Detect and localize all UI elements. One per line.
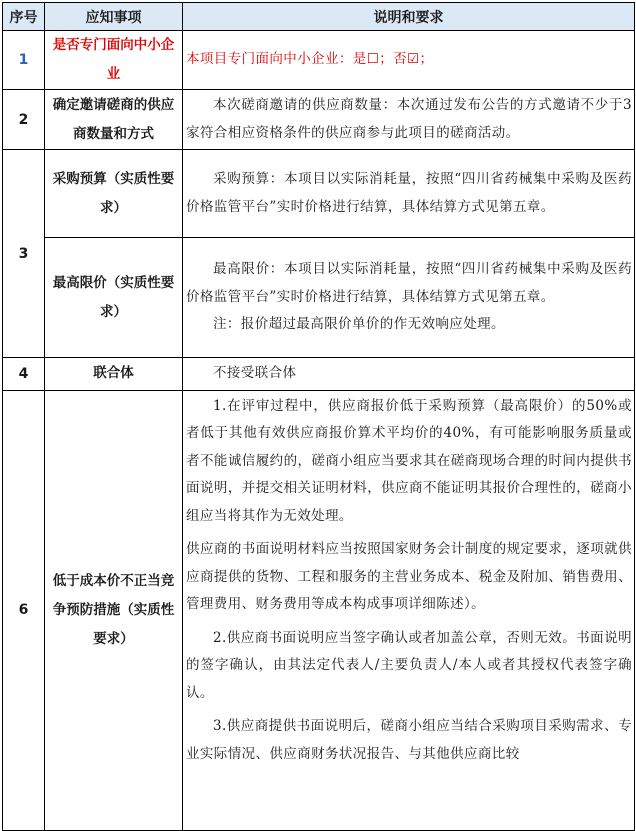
table-row — [3, 90, 635, 150]
row-desc-p4: 3.供应商提供书面说明后，磋商小组应当结合采购项目采购需求、专业实际情况、供应商财务状况报告、与其他供应商比较 — [186, 718, 632, 762]
table-row — [3, 238, 635, 358]
header-desc: 说明和要求 — [183, 3, 635, 31]
row-seq: 3 — [3, 150, 45, 358]
table-row — [3, 31, 635, 90]
requirements-table — [2, 2, 635, 831]
row-desc: 本次磋商邀请的供应商数量：本次通过发布公告的方式邀请不少于3家符合相应资格条件的供应商参与此项目的磋商活动。 — [183, 90, 635, 150]
header-seq: 序号 — [3, 3, 45, 31]
row-desc-p2: 供应商的书面说明材料应当按照国家财务会计制度的规定要求，逐项就供应商提供的货物、工程和服务的主营业务成本、税金及附加、销售费用、管理费用、财务费用等成本构成事项详细陈述）。 — [186, 541, 632, 612]
row-item: 采购预算（实质性要求） — [45, 150, 183, 238]
row-item: 是否专门面向中小企业 — [45, 31, 183, 90]
row-item: 确定邀请磋商的供应商数量和方式 — [45, 90, 183, 150]
row-desc: 采购预算：本项目以实际消耗量，按照“四川省药械集中采购及医药价格监管平台”实时价格进行结算，具体结算方式见第五章。 — [183, 150, 635, 238]
table-row — [3, 390, 635, 830]
row-seq: 4 — [3, 358, 45, 391]
header-item: 应知事项 — [45, 3, 183, 31]
table-header-row — [3, 3, 635, 31]
row-desc-text: 最高限价：本项目以实际消耗量，按照“四川省药械集中采购及医药价格监管平台”实时价格进行结算，具体结算方式见第五章。 — [186, 261, 632, 305]
row-desc-p1: 1.在评审过程中，供应商报价低于采购预算（最高限价）的50%或者低于其他有效供应商报价算术平均价的40%，有可能影响服务质量或者不能诚信履约的，磋商小组应当要求其在磋商现场合理的时间内提供书面说明，并提交相关证明材料，供应商不能证明其报价合理性的，磋商小组应当将其作为无效处理。 — [186, 397, 632, 524]
table-row — [3, 358, 635, 391]
row-item: 低于成本价不正当竞争预防措施（实质性要求） — [45, 390, 183, 830]
row-seq: 1 — [3, 31, 45, 90]
row-desc: 不接受联合体 — [183, 358, 635, 391]
row-seq: 2 — [3, 90, 45, 150]
row-item: 最高限价（实质性要求） — [45, 238, 183, 358]
row-desc-note: 注：报价超过最高限价单价的作无效响应处理。 — [213, 316, 505, 333]
row-desc — [183, 390, 635, 830]
table-row — [3, 150, 635, 238]
row-desc-p3: 2.供应商书面说明应当签字确认或者加盖公章，否则无效。书面说明的签字确认，由其法定代表人/主要负责人/本人或者其授权代表签字确认。 — [186, 629, 632, 701]
row-desc: 本项目专门面向中小企业：是☐；否☑； — [183, 31, 635, 90]
row-seq: 6 — [3, 390, 45, 830]
row-item: 联合体 — [45, 358, 183, 391]
row-desc — [183, 238, 635, 358]
